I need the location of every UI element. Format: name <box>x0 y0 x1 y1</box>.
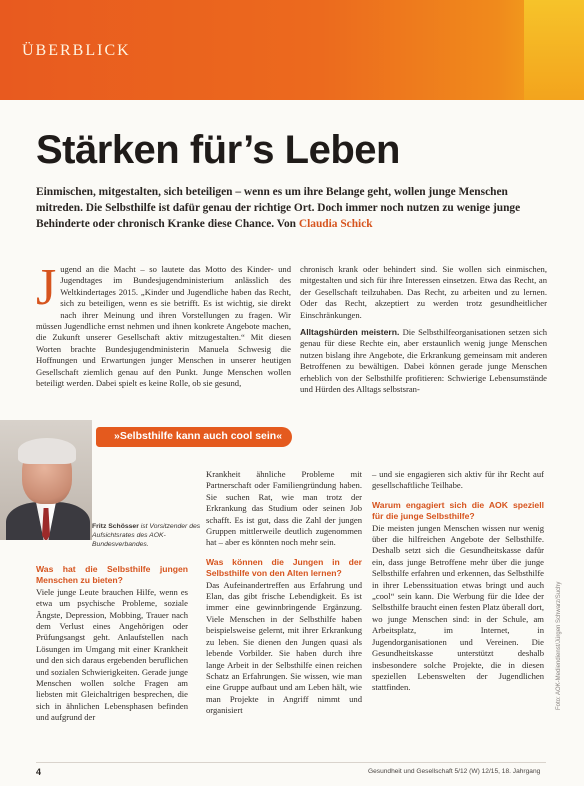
header-accent-block <box>524 0 584 100</box>
interview-banner <box>96 427 292 447</box>
lead-text: Einmischen, mitgestalten, sich beteiligen – wenn es um ihre Belange geht, wollen junge Menschen mitreden. Die Selbsthilfe ist dafür genau der richtige Ort. Doch immer noch nutzen zu wenige junge Behinderte oder chronisch Kranke diese Chance. Von <box>36 186 521 230</box>
article-title: Stärken für’s Leben <box>36 128 400 172</box>
interview-banner-text: »Selbsthilfe kann auch cool sein« <box>114 430 283 442</box>
answer-3: Die meisten jungen Menschen wissen nur wenig über die hilfreichen Angebote der Selbsthilfe. Deshalb setzt sich die Gesundheitskasse dafür ein, dass junge Betroffene mehr über die junge Selbsthilfe erfahren und erkennen, das Selbsthilfe in ihrer Lebenssituation etwas bringt und auch „cool“ sein kann. Die Werbung für die Idee der Selbsthilfe braucht einen festen Platz überall dort, wo junge Menschen sind: in der Schule, am Arbeitsplatz, im Internet, in Jugendorganisationen und Vereinen. Die Gesundheitskasse unterstützt deshalb insbesondere solche Projekte, die in diesen speziellen Lebenswelten der Jugendlichen stattfinden. <box>372 522 544 693</box>
body-text-1: ugend an die Macht – so lautete das Motto des Kinder- und Jugendtages im Bundesjugendministerium anlässlich des Weltkindertages 2015. „Kinder und Jugendliche haben das Recht, sich zu beteiligen, wenn es sie betrifft. Es ist wichtig, sie direkt nach ihrer Meinung und ihren Vorstellungen zu fragen. Wir müssen Jugendliche ernst nehmen und ihnen konkrete Angebote machen, die Zukunft unserer Gesellschaft aktiv mitzugestalten.“ Mit diesen Worten brachte Bundesjugendministerin Manuela Schwesig die Hoffnungen und Erwartungen junger Menschen in unserer heutigen Gesellschaft ziemlich genau auf den Punkt. Junge Menschen wollen beteiligt werden. Dabei spielt es keine Rolle, ob sie gesund, <box>36 264 291 389</box>
subheading-alltagshuerden: Alltagshürden meistern. <box>300 327 400 338</box>
article-lead <box>36 184 556 232</box>
body-column-1 <box>36 259 291 389</box>
photo-credit: Foto: AOK-Mediendienst/Jürgen Schwarz/Suchy <box>556 581 562 710</box>
body-text-2a: chronisch krank oder behindert sind. Sie wollen sich einmischen, mitgestalten und sich für ihre Interessen einsetzen. Etwa das Recht, an der Gesellschaft teilzuhaben. Das Recht, zu arbeiten und zu lernen. Oder das Recht, akzeptiert zu werden trotz gesundheitlicher Einschränkungen. <box>300 264 547 320</box>
caption-name: Fritz Schösser <box>92 523 139 530</box>
answer-2: Das Aufeinandertreffen aus Erfahrung und Elan, das gibt frische Lebendigkeit. Es ist immer eine gewinnbringende Ergänzung. Viele Menschen in der Selbsthilfe haben beispielsweise gelernt, mit ihrer Erkrankung zu leben. Sie dienen den Jungen quasi als lebende Vorbilder. Sie haben durch ihre lange Arbeit in der Selbsthilfe einen reichen Schatz an Erfahrungen. Sie wissen, wie man eine Gruppe aufbaut und am Leben hält, wie man Projekte in Angriff nimmt und organisiert <box>206 579 362 716</box>
dropcap: J <box>36 259 57 316</box>
author-name: Claudia Schick <box>298 218 373 230</box>
publication-reference: Gesundheit und Gesellschaft 5/12 (W) 12/15, 18. Jahrgang <box>368 768 541 775</box>
body-column-2 <box>300 264 547 395</box>
answer-1: Viele junge Leute brauchen Hilfe, wenn es etwa um psychische Probleme, soziale Ängste, Depression, Mobbing, Trauer nach dem Verlust eines Angehörigen oder Prüfungsangst geht. Anlaufstellen nach Lösungen im Umgang mit einer Krankheit und den sich daraus ergebenden beruflichen und sozialen Schwierigkeiten. Gerade junge Menschen wollen solche Fragen am liebsten mit Gleichaltrigen besprechen, die sich in ähnlichen Lebensphasen befinden und aufgrund der <box>36 586 188 723</box>
interview-column-1 <box>36 564 188 724</box>
footer-divider <box>36 762 546 763</box>
section-label: ÜBERBLICK <box>22 42 131 59</box>
answer-1-continued: Krankheit ähnliche Probleme mit Partnerschaft oder Familiengründung haben. Sie suchen Rat, wie man trotz der Erkrankung das Studium oder seinen Job schafft. Es ist gut, dass die Zahl der jungen Gruppen mittlerweile deutlich zugenommen hat – aber es könnten noch mehr sein. <box>206 469 362 548</box>
body-paragraph-2b <box>300 327 547 395</box>
page-number: 4 <box>36 767 42 777</box>
question-1: Was hat die Selbsthilfe jungen Menschen zu bieten? <box>36 564 188 586</box>
portrait-photo <box>0 420 92 540</box>
interview-column-2 <box>206 469 362 717</box>
body-text-2b: Die Selbsthilfeorganisationen setzen sich genau für diese Rechte ein, aber erstaunlich wenig junge Menschen nutzen bislang ihre Angebote, die Erkrankung gemeinsam mit anderen Betroffenen zu bewältigen. Dabei können gerade junge Menschen erheblich von der Selbsthilfe profitieren: Schwierige Lebensumstände und Hürden des Alltags selbstsran- <box>300 327 548 395</box>
portrait-hair <box>18 438 76 464</box>
answer-2-continued: – und sie engagieren sich aktiv für ihr Recht auf gesellschaftliche Teilhabe. <box>372 469 544 491</box>
question-3: Warum engagiert sich die AOK speziell für die junge Selbsthilfe? <box>372 499 544 522</box>
photo-caption <box>92 522 204 549</box>
caption-text: ist Vorsitzender des Aufsichtsrates des AOK-Bundesverbandes. <box>92 523 201 548</box>
interview-column-3 <box>372 469 544 694</box>
question-2: Was können die Jungen in der Selbsthilfe von den Alten lernen? <box>206 556 362 579</box>
